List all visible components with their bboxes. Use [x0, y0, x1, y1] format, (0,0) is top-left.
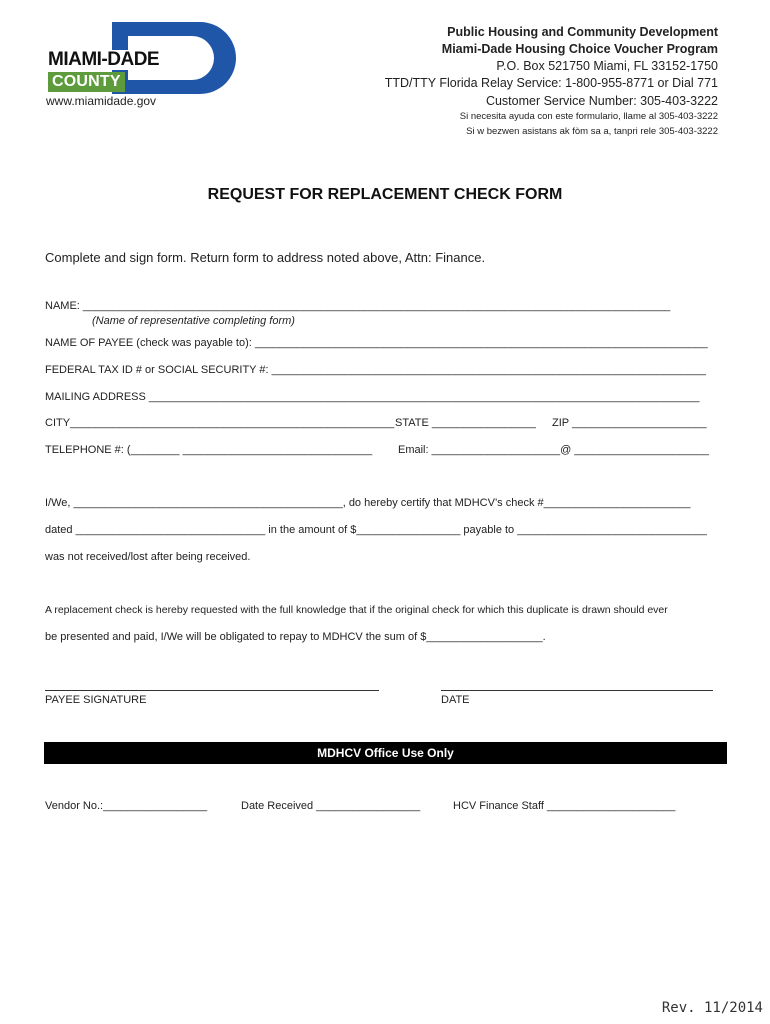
- date-received-field[interactable]: Date Received _________________: [241, 800, 421, 812]
- certify-line-3: was not received/lost after being received.: [45, 551, 251, 563]
- payee-signature-line[interactable]: [45, 690, 379, 691]
- payee-signature-label: PAYEE SIGNATURE: [45, 694, 147, 706]
- tax-id-field[interactable]: FEDERAL TAX ID # or SOCIAL SECURITY #: _______________________________________________________________________: [45, 364, 706, 376]
- miami-dade-logo: [46, 22, 196, 94]
- certify-line-1[interactable]: I/We, ____________________________________________, do hereby certify that MDHCV’s check #________________________: [45, 497, 691, 509]
- header-program: Miami-Dade Housing Choice Voucher Program: [441, 42, 718, 56]
- finance-staff-field[interactable]: HCV Finance Staff _____________________: [453, 800, 676, 812]
- header-customer-service: Customer Service Number: 305-403-3222: [485, 94, 718, 108]
- city-field[interactable]: CITY_____________________________________________________: [45, 417, 395, 429]
- header-creole: Si w bezwen asistans ak fòm sa a, tanpri rele 305-403-3222: [466, 126, 718, 137]
- mailing-address-field[interactable]: MAILING ADDRESS __________________________________________________________________________________________: [45, 391, 700, 403]
- email-field[interactable]: Email: _____________________@ ______________________: [398, 444, 709, 456]
- replacement-line-1: A replacement check is hereby requested with the full knowledge that if the original check for which this duplicate is drawn should ever: [45, 604, 668, 616]
- website-link[interactable]: www.miamidade.gov: [46, 94, 157, 108]
- telephone-field[interactable]: TELEPHONE #: (________ _______________________________: [45, 444, 373, 456]
- state-field[interactable]: STATE _________________: [395, 417, 536, 429]
- payee-field[interactable]: NAME OF PAYEE (check was payable to): __________________________________________________________________________: [45, 337, 708, 349]
- name-note: (Name of representative completing form): [92, 315, 295, 327]
- vendor-no-field[interactable]: Vendor No.:_________________: [45, 800, 208, 812]
- office-use-bar: MDHCV Office Use Only: [44, 742, 727, 764]
- zip-field[interactable]: ZIP ______________________: [552, 417, 707, 429]
- date-line[interactable]: [441, 690, 713, 691]
- replacement-line-2[interactable]: be presented and paid, I/We will be obligated to repay to MDHCV the sum of $___________________.: [45, 631, 546, 643]
- date-label: DATE: [441, 694, 470, 706]
- header-address: P.O. Box 521750 Miami, FL 33152-1750: [496, 59, 718, 73]
- certify-line-2[interactable]: dated _______________________________ in the amount of $_________________ payable to _______________________________: [45, 524, 707, 536]
- logo-top-text: MIAMI-DADE: [46, 50, 162, 70]
- instructions: Complete and sign form. Return form to address noted above, Attn: Finance.: [45, 250, 486, 265]
- header-tty: TTD/TTY Florida Relay Service: 1-800-955-8771 or Dial 771: [384, 76, 718, 90]
- header-spanish: Si necesita ayuda con este formulario, llame al 305-403-3222: [459, 111, 718, 122]
- revision-label: Rev. 11/2014: [661, 1000, 763, 1016]
- logo-bottom-text: COUNTY: [48, 72, 125, 92]
- name-field[interactable]: NAME: ________________________________________________________________________________________________: [45, 300, 671, 312]
- header-dept: Public Housing and Community Development: [447, 25, 718, 39]
- form-title: REQUEST FOR REPLACEMENT CHECK FORM: [207, 186, 563, 203]
